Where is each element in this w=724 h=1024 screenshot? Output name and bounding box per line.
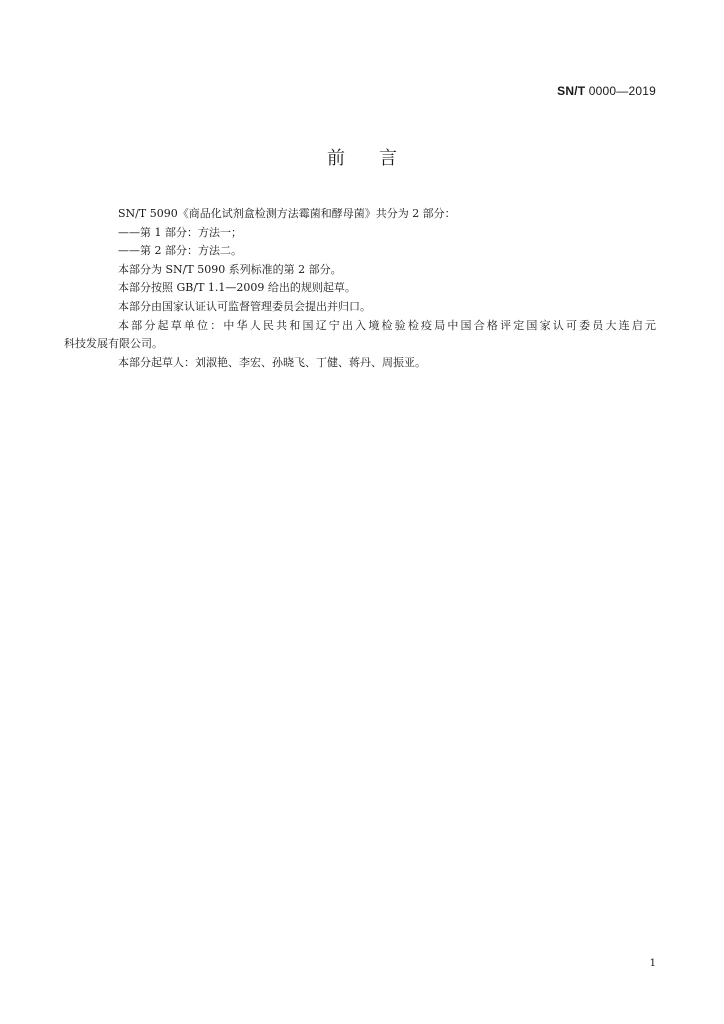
paragraph-drafters: 本部分起草人：刘淑艳、李宏、孙晓飞、丁健、蒋丹、周振亚。: [118, 355, 426, 369]
standard-code-number: 0000—2019: [585, 84, 656, 98]
paragraph-drafting-rules: 本部分按照 GB/T 1.1—2009 给出的规则起草。: [118, 281, 356, 295]
title-char-1: 前: [327, 148, 345, 169]
page-title: [0, 144, 724, 170]
paragraph-proposer: 本部分由国家认证认可监督管理委员会提出并归口。: [118, 299, 371, 313]
standard-code: [557, 84, 656, 98]
title-char-2: 言: [379, 148, 397, 169]
standard-code-prefix: SN/T: [557, 84, 586, 98]
page-number: 1: [649, 958, 656, 969]
paragraph-this-part: 本部分为 SN/T 5090 系列标准的第 2 部分。: [118, 262, 342, 276]
paragraph-series-intro: SN/T 5090《商品化试剂盒检测方法霉菌和酵母菌》共分为 2 部分：: [118, 207, 456, 220]
paragraph-part-1: ——第 1 部分：方法一；: [118, 225, 242, 239]
drafting-units-line-1: 本部分起草单位：中华人民共和国辽宁出入境检验检疫局中国合格评定国家认可委员大连启元: [118, 318, 656, 332]
paragraph-part-2: ——第 2 部分：方法二。: [118, 244, 242, 258]
foreword-body: [64, 205, 656, 372]
paragraph-drafting-units: [64, 317, 656, 354]
drafting-units-line-2: 科技发展有限公司。: [64, 337, 163, 351]
